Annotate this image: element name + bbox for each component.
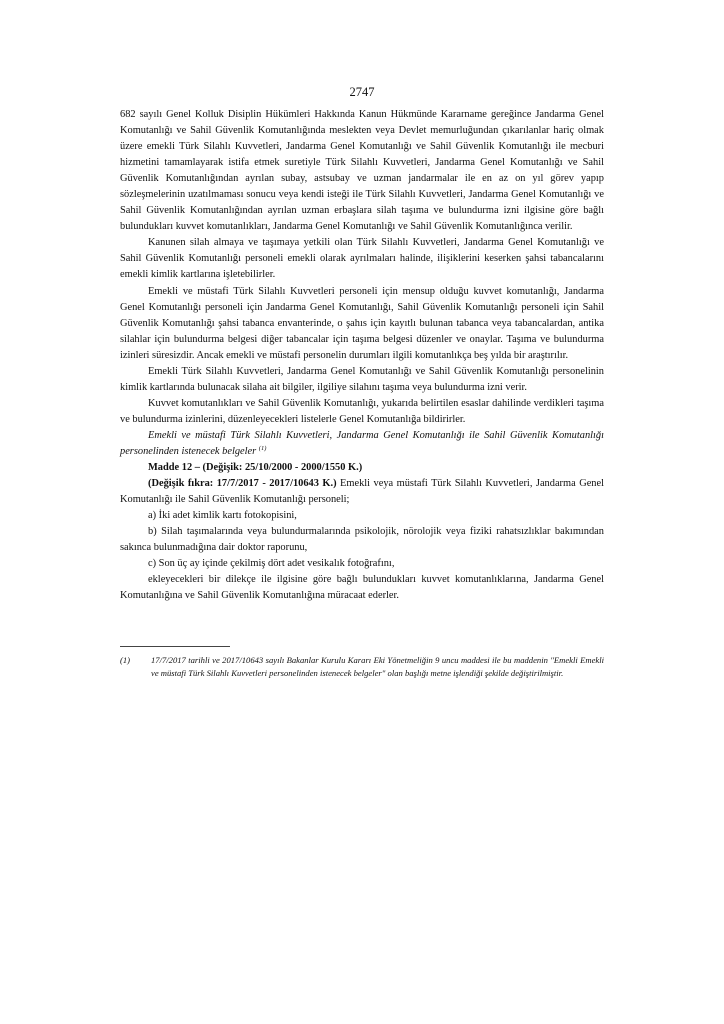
article-heading: [120, 428, 604, 460]
list-item-a: a) İki adet kimlik kartı fotokopisini,: [148, 510, 297, 522]
footnote-marker: (1): [120, 655, 131, 665]
page-number: 2747: [349, 85, 375, 99]
article-heading-text: Emekli ve müstafi Türk Silahlı Kuvvetleri, Jandarma Genel Komutanlığı ile Sahil Güvenlik Komutanlığı personelinden istenecek belgeler: [120, 429, 604, 457]
amendment-note: (Değişik fıkra: 17/7/2017 - 2017/10643 K.): [148, 478, 337, 490]
list-item-c: c) Son üç ay içinde çekilmiş dört adet vesikalık fotoğrafını,: [148, 558, 395, 570]
article-closing: ekleyecekleri bir dilekçe ile ilgisine göre bağlı bulundukları kuvvet komutanlıklarına, Jandarma Genel Komutanlığına ve Sahil Güvenlik Komutanlığına müracaat ederler.: [120, 574, 604, 602]
paragraph-5: Kuvvet komutanlıkları ve Sahil Güvenlik Komutanlığı, yukarıda belirtilen esaslar dahilinde verdikleri taşıma ve bulundurma izinlerini, düzenleyecekleri listelerle Genel Komutanlığa bildirirler.: [120, 397, 604, 425]
article-intro-text: Emekli veya müstafi Türk Silahlı Kuvvetleri, Jandarma Genel Komutanlığı ile Sahil Güvenlik Komutanlığı personeli;: [120, 478, 604, 506]
paragraph-1: 682 sayılı Genel Kolluk Disiplin Hükümleri Hakkında Kanun Hükmünde Kararname gereğince Jandarma Genel Komutanlığı ve Sahil Güvenlik Komutanlığında meslekten veya Devlet memurluğundan çıkarılanlar hariç olmak üzere emekli Türk Silahlı Kuvvetleri, Jandarma Genel Komutanlığı ve Sahil Güvenlik Komutanlığı ile mecburi hizmetini tamamlayarak istifa etmek suretiyle Türk Silahlı Kuvvetleri, Jandarma Genel Komutanlığı ve Sahil Güvenlik Komutanlığından ayrılan subay, astsubay ve uzman jandarmalar ile en az on yıl görev yapıp sözleşmelerinin uzatılmaması sonucu veya kendi isteği ile Türk Silahlı Kuvvetleri, Jandarma Genel Komutanlığı ve Sahil Güvenlik Komutanlığından ayrılan uzman erbaşlara silah taşıma ve bulundurma izni ilgisine göre bağlı bulundukları kuvvet komutanlıkları, Jandarma Genel Komutanlığı ve Sahil Güvenlik Komutanlığınca verilir.: [120, 109, 604, 233]
list-item-b: b) Silah taşımalarında veya bulundurmalarında psikolojik, nörolojik veya fiziki rahatsızlıklar bakımından sakınca bulunmadığına dair doktor raporunu,: [120, 526, 604, 554]
footnote-text: 17/7/2017 tarihli ve 2017/10643 sayılı Bakanlar Kurulu Kararı Eki Yönetmeliğin 9 uncu maddesi ile bu maddenin "Emekli Emekli ve müstafi Türk Silahlı Kuvvetleri personelinden istenecek belgeler" olan başlığı metne işlendiği şekilde değiştirilmiştir.: [151, 655, 604, 678]
paragraph-2: Kanunen silah almaya ve taşımaya yetkili olan Türk Silahlı Kuvvetleri, Jandarma Genel Komutanlığı ve Sahil Güvenlik Komutanlığı personeli emekli olarak ayrılmaları halinde, ilişiklerini keserken şahsi tabancalarını emekli kimlik kartlarına işletebilirler.: [120, 237, 604, 281]
footnote-reference: (1): [258, 444, 267, 452]
article-intro: [120, 476, 604, 508]
main-text: [120, 107, 604, 604]
paragraph-4: Emekli Türk Silahlı Kuvvetleri, Jandarma Genel Komutanlığı ve Sahil Güvenlik Komutanlığı personelinin kimlik kartlarında bulunacak silaha ait bilgiler, ilgiliye silahını taşıma veya bulundurma izni verir.: [120, 365, 604, 393]
footnote: [120, 654, 604, 680]
footnote-divider: [120, 646, 230, 647]
article-title: Madde 12 – (Değişik: 25/10/2000 - 2000/1550 K.): [148, 462, 363, 474]
paragraph-3: Emekli ve müstafi Türk Silahlı Kuvvetleri personeli için mensup olduğu kuvvet komutanlığı, Jandarma Genel Komutanlığı personeli için Jandarma Genel Komutanlığı, Sahil Güvenlik Komutanlığı personeli için Sahil Güvenlik Komutanlığı şahsi tabanca envanterinde, o şahıs için kayıtlı bulunan tabanca veya tabancalardan, antika silahlar için bulundurma belgesi diğer tabancalar için taşıma belgesi düzenler ve onaylar. Taşıma ve bulundurma izinleri süresizdir. Ancak emekli ve müstafi personelin durumları ilgili komutanlıkça beş yılda bir araştırılır.: [120, 285, 604, 361]
